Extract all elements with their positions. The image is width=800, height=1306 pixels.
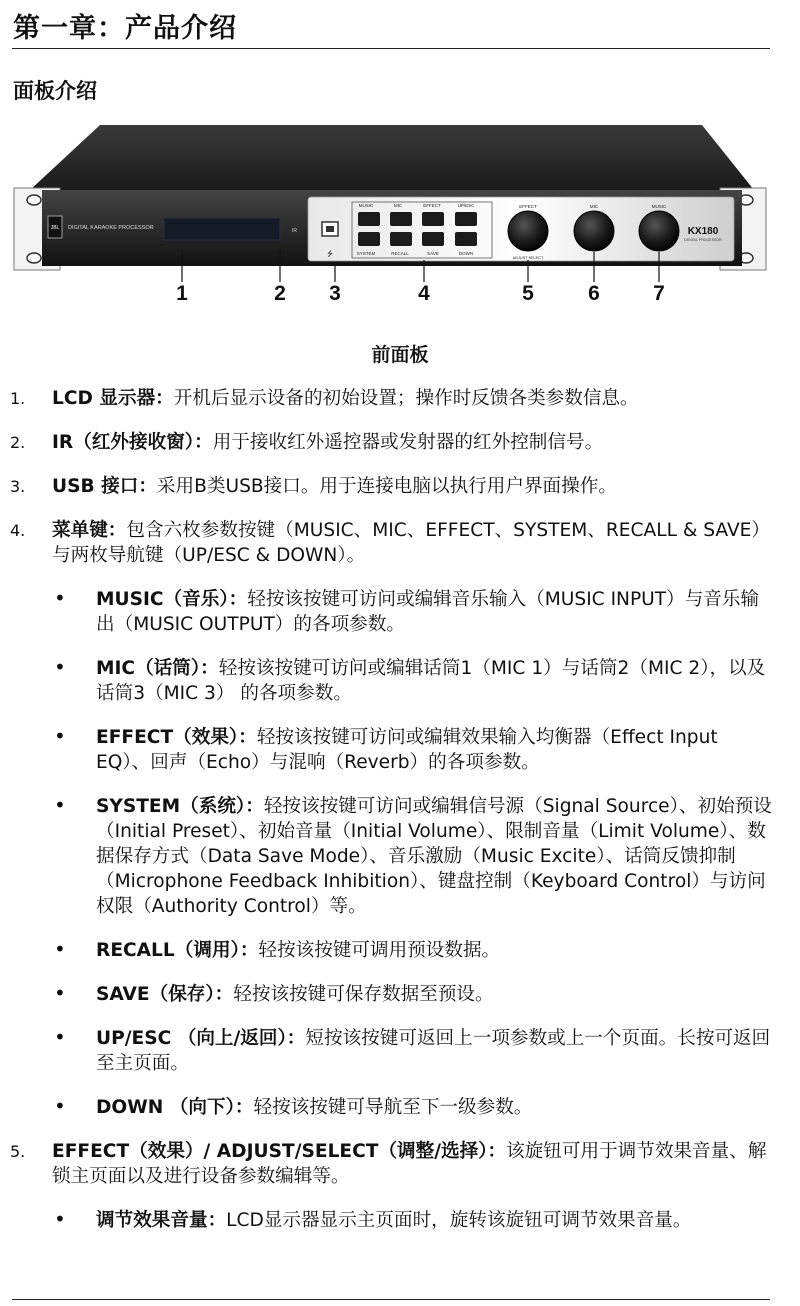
item-text: 用于接收红外遥控器或发射器的红外控制信号。 [212, 432, 604, 453]
knob-label-mic: MIC [589, 204, 599, 209]
sub-list-item [0, 587, 800, 637]
figure-caption: 前面板 [371, 344, 429, 366]
callout-4: 4 [418, 282, 430, 305]
sub-item-text: 轻按该按键可导航至下一级参数。 [253, 1097, 533, 1118]
sub-item-text: 短按该按键可返回上一项参数或上一个页面。长按可返回至主页面。 [96, 1028, 771, 1074]
sub-list-item [0, 1026, 800, 1076]
sub-item-label: EFFECT（效果）： [96, 727, 257, 748]
knob-label-effect: EFFECT [519, 204, 537, 209]
sub-list-item [0, 656, 800, 706]
system-button [358, 232, 380, 246]
music-knob [639, 211, 679, 251]
sub-item-text: LCD显示器显示主页面时，旋转该旋钮可调节效果音量。 [226, 1210, 692, 1231]
bullet: • [54, 937, 66, 961]
button-label-save: SAVE [427, 251, 439, 256]
bullet: • [54, 586, 66, 610]
sub-list-item [0, 982, 800, 1007]
callout-3: 3 [329, 282, 341, 305]
sub-list-item [0, 1095, 800, 1120]
sub-list-item [0, 938, 800, 963]
sub-list-item [0, 1208, 800, 1233]
button-label-effect: EFFECT [423, 203, 441, 208]
list-item [0, 430, 800, 455]
sub-item-label: MIC（话筒）： [96, 658, 219, 679]
callout-numbers [0, 282, 800, 312]
bullet: • [54, 793, 66, 817]
button-label-upesc: UP/ESC [457, 203, 475, 208]
music-button [358, 212, 380, 226]
bullet: • [54, 1025, 66, 1049]
item-number: 5. [10, 1142, 26, 1161]
bullet: • [54, 724, 66, 748]
model-name: KX180 [687, 226, 719, 237]
callout-7: 7 [653, 282, 665, 305]
item-label: 菜单键： [52, 520, 127, 541]
sub-item-label: SYSTEM（系统）： [96, 796, 264, 817]
sub-item-text: 轻按该按键可保存数据至预设。 [233, 984, 494, 1005]
sub-list-item [0, 794, 800, 919]
knob-label-music: MUSIC [651, 204, 667, 209]
bullet: • [54, 981, 66, 1005]
sub-item-text: 轻按该按键可访问或编辑信号源（Signal Source）、初始预设（Initial Preset）、初始音量（Initial Volume）、限制音量（Limit Volume）、数据保存方式（Data Save Mode）、音乐激励（Music Excite）、话筒反馈抑制（Microphone Feedback Inhibition）、键盘控制（Keyboard Control）与访问权限（Authority Control）等。 [96, 796, 772, 917]
mic-knob [574, 211, 614, 251]
recall-button [390, 232, 412, 246]
brand-text: JBL [50, 225, 60, 231]
mic-button [390, 212, 412, 226]
model-subtitle: DIGITAL PROCESSOR [684, 238, 722, 242]
item-text: 包含六枚参数按键（MUSIC、MIC、EFFECT、SYSTEM、RECALL & SAVE）与两枚导航键（UP/ESC & DOWN）。 [52, 520, 771, 566]
bottom-divider [12, 1299, 770, 1300]
bullet: • [54, 655, 66, 679]
button-label-down: DOWN [458, 251, 474, 256]
sub-item-text: 轻按该按键可访问或编辑效果输入均衡器（Effect Input EQ）、回声（Echo）与混响（Reverb）的各项参数。 [96, 727, 718, 773]
sub-item-label: 调节效果音量： [96, 1210, 227, 1231]
effect-adjust-knob [508, 211, 548, 251]
item-text: 该旋钮可用于调节效果音量、解锁主页面以及进行设备参数编辑等。 [52, 1141, 767, 1187]
item-label: IR（红外接收窗）： [52, 432, 213, 453]
item-label: LCD 显示器： [52, 388, 174, 409]
callout-1: 1 [176, 282, 188, 305]
bullet: • [54, 1094, 66, 1118]
callout-5: 5 [522, 282, 534, 305]
section-title: 面板介绍 [13, 79, 97, 103]
usb-icon: ⭍ [327, 250, 333, 258]
button-label-system: SYSTEM [356, 251, 376, 256]
item-text: 采用B类USB接口。用于连接电脑以执行用户界面操作。 [156, 476, 617, 497]
sub-item-label: MUSIC（音乐）： [96, 589, 248, 610]
save-button [422, 232, 444, 246]
model-description: DIGITAL KARAOKE PROCESSOR [68, 225, 154, 231]
item-number: 3. [10, 477, 26, 496]
sub-item-text: 轻按该按键可访问或编辑音乐输入（MUSIC INPUT）与音乐输出（MUSIC OUTPUT）的各项参数。 [96, 589, 760, 635]
sub-item-text: 轻按该按键可调用预设数据。 [258, 940, 501, 961]
button-label-music: MUSIC [358, 203, 374, 208]
button-label-recall: RECALL [391, 251, 409, 256]
description-list [0, 386, 800, 1252]
item-number: 2. [10, 433, 26, 452]
sub-item-label: RECALL（调用）： [96, 940, 259, 961]
knob-sub-label: ADJUST SELECT [512, 256, 544, 260]
sub-item-label: SAVE（保存）： [96, 984, 234, 1005]
callout-2: 2 [274, 282, 286, 305]
device-front-panel-illustration [12, 120, 768, 290]
list-item [0, 474, 800, 499]
item-label: USB 接口： [52, 476, 157, 497]
list-item [0, 386, 800, 411]
item-number: 4. [10, 521, 26, 540]
lcd-display [164, 218, 280, 240]
button-label-mic: MIC [393, 203, 403, 208]
upesc-button [455, 212, 477, 226]
item-label: EFFECT（效果）/ ADJUST/SELECT（调整/选择）： [52, 1141, 507, 1162]
effect-button [422, 212, 444, 226]
chassis-top [30, 125, 754, 190]
item-text: 开机后显示设备的初始设置；操作时反馈各类参数信息。 [173, 388, 639, 409]
down-button [455, 232, 477, 246]
list-item [0, 518, 800, 568]
ir-label: IR [292, 228, 297, 234]
list-item [0, 1139, 800, 1189]
item-number: 1. [10, 389, 26, 408]
chapter-title: 第一章：产品介绍 [13, 13, 237, 44]
top-divider [12, 48, 770, 49]
sub-item-label: UP/ESC （向上/返回）： [96, 1028, 306, 1049]
sub-item-label: DOWN （向下）： [96, 1097, 254, 1118]
sub-list-item [0, 725, 800, 775]
sub-item-text: 轻按该按键可访问或编辑话筒1（MIC 1）与话筒2（MIC 2），以及话筒3（MIC 3） 的各项参数。 [96, 658, 766, 704]
callout-6: 6 [588, 282, 600, 305]
bullet: • [54, 1207, 66, 1231]
